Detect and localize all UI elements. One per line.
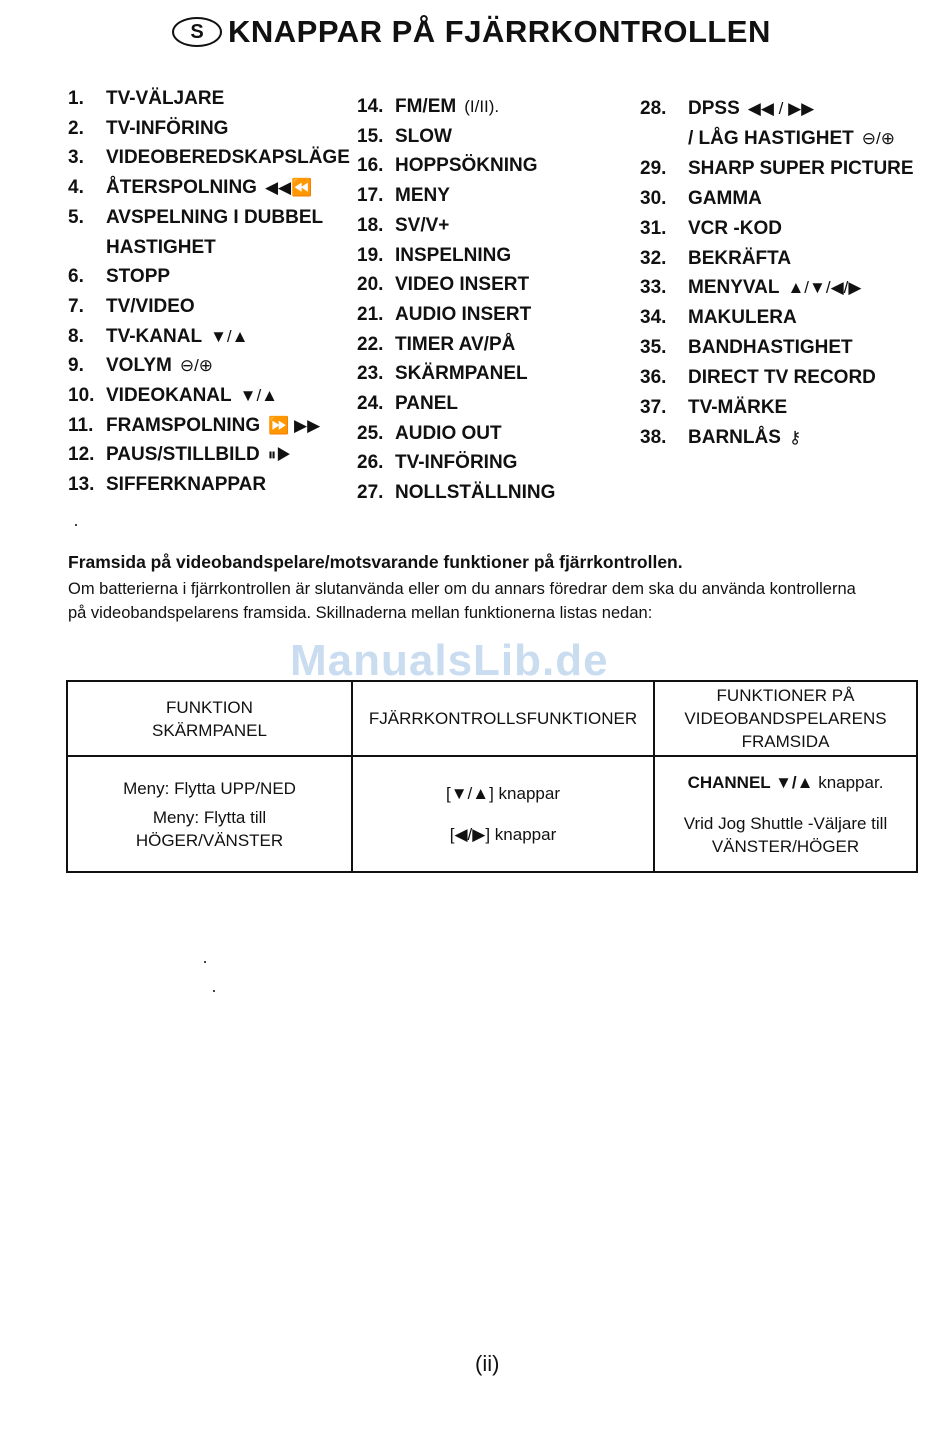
button-symbol-icon: ⏸▶ — [267, 445, 292, 464]
list-item — [68, 237, 216, 259]
item-number: 13. — [68, 474, 95, 495]
item-number: 17. — [357, 185, 384, 206]
item-label: VIDEO INSERT — [395, 274, 530, 295]
list-item — [640, 307, 797, 329]
item-number: 20. — [357, 274, 384, 295]
list-item — [68, 415, 320, 437]
page-title: KNAPPAR PÅ FJÄRRKONTROLLEN — [228, 14, 771, 49]
list-item — [640, 218, 782, 240]
stray-dot — [75, 524, 77, 526]
list-item — [357, 423, 502, 445]
item-number: 30. — [640, 188, 667, 209]
item-number: 15. — [357, 126, 384, 147]
button-symbol-icon: ◀◀⏪ — [264, 178, 313, 197]
item-label: AUDIO INSERT — [395, 304, 532, 325]
list-item — [640, 427, 801, 449]
button-symbol-icon: ⊖/⊕ — [861, 129, 895, 148]
item-number: 32. — [640, 248, 667, 269]
button-symbol-icon: (I/II). — [464, 97, 500, 116]
item-label: TV-VÄLJARE — [106, 88, 225, 109]
item-label: DIRECT TV RECORD — [688, 367, 876, 388]
item-number: 24. — [357, 393, 384, 414]
list-item — [357, 452, 517, 474]
item-label: AUDIO OUT — [395, 423, 502, 444]
item-number: 36. — [640, 367, 667, 388]
table-cell-screen-panel: Meny: Flytta UPP/NED Meny: Flytta till HÖGER/VÄNSTER — [67, 756, 352, 872]
list-item — [640, 397, 787, 419]
title-row — [172, 12, 771, 52]
item-label: FRAMSPOLNING — [106, 415, 261, 436]
list-item — [357, 96, 499, 118]
list-item — [68, 355, 213, 377]
list-item — [68, 444, 291, 466]
list-item — [640, 128, 895, 150]
item-number: 16. — [357, 155, 384, 176]
item-number: 14. — [357, 96, 384, 117]
function-table — [66, 680, 918, 873]
section-heading: Framsida på videobandspelare/motsvarande funktioner på fjärrkontrollen. — [68, 552, 683, 572]
item-label: STOPP — [106, 266, 171, 287]
item-label: MAKULERA — [688, 307, 797, 328]
item-label: BEKRÄFTA — [688, 248, 792, 269]
item-number: 23. — [357, 363, 384, 384]
list-item — [68, 88, 224, 110]
item-label: SIFFERKNAPPAR — [106, 474, 267, 495]
list-item — [357, 393, 458, 415]
item-number: 12. — [68, 444, 95, 465]
item-number: 3. — [68, 147, 84, 168]
item-label: / LÅG HASTIGHET — [688, 128, 854, 149]
item-label: NOLLSTÄLLNING — [395, 482, 556, 503]
item-label: SHARP SUPER PICTURE — [688, 158, 914, 179]
item-label: AVSPELNING I DUBBEL — [106, 207, 324, 228]
item-label: GAMMA — [688, 188, 762, 209]
list-item — [68, 266, 170, 288]
item-label: HASTIGHET — [106, 237, 216, 258]
table-header-front-panel: FUNKTIONER PÅ VIDEOBANDSPELARENS FRAMSIDA — [654, 681, 917, 756]
item-label: TV-KANAL — [106, 326, 203, 347]
item-label: TV/VIDEO — [106, 296, 195, 317]
list-item — [640, 158, 914, 180]
item-number: 9. — [68, 355, 84, 376]
list-item — [68, 177, 312, 199]
table-cell-remote-buttons: [▼/▲] knappar [◀/▶] knappar — [352, 756, 654, 872]
item-number: 34. — [640, 307, 667, 328]
language-badge: S — [172, 17, 222, 47]
watermark: ManualsLib.de — [290, 636, 609, 685]
list-item — [640, 188, 762, 210]
item-number: 10. — [68, 385, 95, 406]
button-symbol-icon: ▼/▲ — [210, 327, 249, 346]
item-number: 31. — [640, 218, 667, 239]
list-item — [357, 482, 555, 504]
item-label: MENY — [395, 185, 450, 206]
list-item — [640, 277, 861, 299]
item-number: 21. — [357, 304, 384, 325]
item-label: VIDEOBEREDSKAPSLÄGE — [106, 147, 350, 168]
list-item — [357, 304, 531, 326]
table-row — [67, 756, 917, 872]
button-symbol-icon: ⊖/⊕ — [179, 356, 214, 375]
table-header-remote-functions: FJÄRRKONTROLLSFUNKTIONER — [352, 681, 654, 756]
list-item — [68, 326, 248, 348]
item-label: ÅTERSPOLNING — [106, 177, 257, 198]
item-number: 6. — [68, 266, 84, 287]
item-number: 25. — [357, 423, 384, 444]
button-symbol-icon: ▲/▼/◀/▶ — [787, 278, 862, 297]
list-item — [68, 296, 195, 318]
item-number: 26. — [357, 452, 384, 473]
list-item — [640, 367, 876, 389]
list-item — [357, 245, 511, 267]
list-item — [357, 215, 449, 237]
item-number: 18. — [357, 215, 384, 236]
list-item — [68, 207, 323, 229]
item-label: FM/EM — [395, 96, 457, 117]
item-number: 11. — [68, 415, 94, 436]
item-number: 27. — [357, 482, 384, 503]
item-number: 5. — [68, 207, 84, 228]
item-number: 4. — [68, 177, 84, 198]
item-label: SKÄRMPANEL — [395, 363, 528, 384]
item-label: VOLYM — [106, 355, 172, 376]
button-symbol-icon: ◀◀ / ▶▶ — [747, 99, 815, 118]
list-item — [357, 126, 452, 148]
stray-dot — [213, 990, 215, 992]
list-item — [640, 98, 814, 120]
list-item — [68, 147, 350, 169]
page-number: (ii) — [475, 1351, 500, 1376]
list-item — [357, 185, 450, 207]
list-item — [68, 474, 266, 496]
item-label: TV-INFÖRING — [106, 118, 229, 139]
item-number: 38. — [640, 427, 667, 448]
item-label: SV/V+ — [395, 215, 450, 236]
item-number: 28. — [640, 98, 667, 119]
table-header-function: FUNKTION SKÄRMPANEL — [67, 681, 352, 756]
item-number: 7. — [68, 296, 84, 317]
list-item — [640, 248, 791, 270]
item-label: PAUS/STILLBILD — [106, 444, 260, 465]
button-symbol-icon: ▼/▲ — [239, 386, 278, 405]
item-label: VIDEOKANAL — [106, 385, 232, 406]
item-label: VCR -KOD — [688, 218, 782, 239]
item-number: 1. — [68, 88, 84, 109]
item-label: BARNLÅS — [688, 427, 781, 448]
table-cell-front-controls: CHANNEL ▼/▲ knappar. Vrid Jog Shuttle -Väljare till VÄNSTER/HÖGER — [654, 756, 917, 872]
item-label: DPSS — [688, 98, 740, 119]
list-item — [640, 337, 853, 359]
list-item — [68, 385, 278, 407]
item-label: MENYVAL — [688, 277, 780, 298]
section-body: Om batterierna i fjärrkontrollen är slutanvända eller om du annars föredrar dem ska du använda kontrollerna på videobandspelarens framsida. Skillnaderna mellan funktionerna listas nedan: — [68, 580, 856, 622]
table-header-row — [67, 681, 917, 756]
item-number: 35. — [640, 337, 667, 358]
item-number: 2. — [68, 118, 84, 139]
item-label: SLOW — [395, 126, 452, 147]
stray-dot — [204, 961, 206, 963]
list-item — [357, 334, 515, 356]
item-number: 33. — [640, 277, 667, 298]
item-number: 22. — [357, 334, 384, 355]
item-number: 8. — [68, 326, 84, 347]
item-label: TV-INFÖRING — [395, 452, 518, 473]
item-label: HOPPSÖKNING — [395, 155, 538, 176]
list-item — [357, 363, 528, 385]
list-item — [357, 155, 538, 177]
list-item — [68, 118, 228, 140]
item-number: 37. — [640, 397, 667, 418]
list-item — [357, 274, 529, 296]
button-symbol-icon: ⏩ ▶▶ — [268, 416, 321, 435]
item-label: INSPELNING — [395, 245, 512, 266]
item-label: BANDHASTIGHET — [688, 337, 853, 358]
item-label: PANEL — [395, 393, 458, 414]
item-number: 19. — [357, 245, 384, 266]
item-label: TIMER AV/PÅ — [395, 334, 516, 355]
item-label: TV-MÄRKE — [688, 397, 788, 418]
button-symbol-icon: ⚷ — [788, 428, 802, 447]
item-number: 29. — [640, 158, 667, 179]
